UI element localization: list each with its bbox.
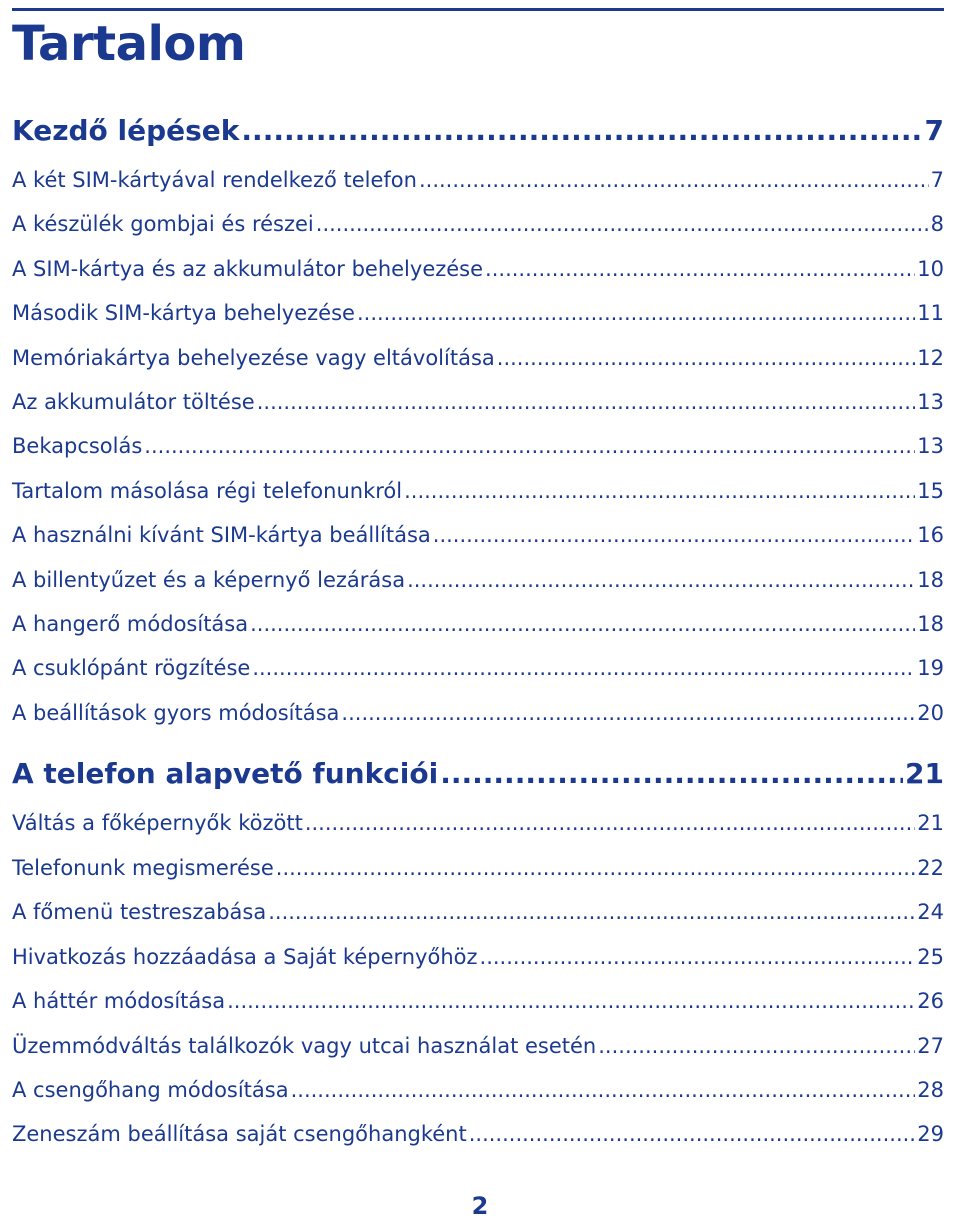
dot-leader [241,113,922,149]
toc-entry-label: A főmenü testreszabása [12,900,267,924]
dot-leader [250,609,915,639]
dot-leader [144,431,915,461]
toc-entry[interactable] [12,431,944,461]
dot-leader [497,343,916,373]
toc-entry[interactable] [12,897,944,927]
dot-leader [276,853,916,883]
toc-entry-label: A háttér módosítása [12,989,226,1013]
toc-entry-page: 28 [917,1078,944,1102]
toc-entry[interactable] [12,209,944,239]
toc-entry-label: A csengőhang módosítása [12,1078,289,1102]
toc-entry-page: 19 [917,656,944,680]
dot-leader [268,897,915,927]
toc-entry-page: 11 [917,301,944,325]
toc-entry-page: 27 [917,1034,944,1058]
toc-entry-label: A használni kívánt SIM-kártya beállítása [12,523,431,547]
toc-entry-label: A készülék gombjai és részei [12,212,314,236]
toc-entry-page: 13 [917,390,944,414]
toc-entry-label: Telefonunk megismerése [12,856,274,880]
toc-entry[interactable] [12,343,944,373]
dot-leader [407,565,915,595]
dot-leader [357,298,915,328]
toc-entry[interactable] [12,853,944,883]
toc-entry-label: Második SIM-kártya behelyezése [12,301,355,325]
toc-entry-label: Memóriakártya behelyezése vagy eltávolítása [12,346,495,370]
page-number: 2 [471,1192,489,1220]
toc-section-label: Kezdő lépések [12,114,240,147]
toc-entry-page: 18 [917,612,944,636]
dot-leader [305,808,915,838]
dot-leader [227,986,915,1016]
toc-entry-label: Üzemmódváltás találkozók vagy utcai használat esetén [12,1034,597,1058]
toc-entry[interactable] [12,565,944,595]
toc-entry[interactable] [12,942,944,972]
toc-entry[interactable] [12,520,944,550]
toc-section-page: 7 [924,114,944,147]
toc-entry-page: 22 [917,856,944,880]
dot-leader [485,254,915,284]
toc-entry-label: Az akkumulátor töltése [12,390,255,414]
dot-leader [341,698,915,728]
toc-entry-label: A hangerő módosítása [12,612,249,636]
toc-entry-page: 13 [917,434,944,458]
toc-entry-label: A csuklópánt rögzítése [12,656,251,680]
toc-section[interactable] [12,756,944,792]
dot-leader [316,209,929,239]
toc-entry-label: A két SIM-kártyával rendelkező telefon [12,168,417,192]
toc-entry-page: 18 [917,568,944,592]
dot-leader [419,165,929,195]
dot-leader [433,520,915,550]
toc-entry-page: 20 [917,701,944,725]
toc-entry[interactable] [12,387,944,417]
toc-entry-label: A beállítások gyors módosítása [12,701,340,725]
toc-entry[interactable] [12,254,944,284]
toc-entry-page: 16 [917,523,944,547]
toc-entry-label: Hivatkozás hozzáadása a Saját képernyőhöz [12,945,478,969]
toc-entry-label: Zeneszám beállítása saját csengőhangként [12,1122,467,1146]
dot-leader [469,1119,916,1149]
toc-entry-page: 24 [917,900,944,924]
top-rule [12,8,944,11]
toc-entry-label: Tartalom másolása régi telefonunkról [12,479,403,503]
dot-leader [257,387,916,417]
toc-entry[interactable] [12,165,944,195]
toc-entry-page: 21 [917,811,944,835]
toc-entry-page: 7 [930,168,944,192]
toc-entry-page: 12 [917,346,944,370]
toc-entry[interactable] [12,808,944,838]
toc-entry-label: A billentyűzet és a képernyő lezárása [12,568,406,592]
toc-entry-page: 25 [917,945,944,969]
dot-leader [440,756,903,792]
toc-entry[interactable] [12,986,944,1016]
toc-entry[interactable] [12,298,944,328]
toc-section-page: 21 [905,757,944,790]
toc-entry-page: 26 [917,989,944,1013]
dot-leader [252,653,915,683]
toc-entry-page: 8 [930,212,944,236]
toc-entry[interactable] [12,609,944,639]
toc-entry[interactable] [12,698,944,728]
toc-entry[interactable] [12,653,944,683]
toc-entry[interactable] [12,1119,944,1149]
toc-section-label: A telefon alapvető funkciói [12,757,439,790]
dot-leader [480,942,916,972]
toc-entry[interactable] [12,1075,944,1105]
toc-entry[interactable] [12,476,944,506]
toc-section[interactable] [12,113,944,149]
toc-entry-label: Bekapcsolás [12,434,143,458]
toc-entry-label: A SIM-kártya és az akkumulátor behelyezése [12,257,484,281]
dot-leader [291,1075,916,1105]
toc-entry[interactable] [12,1031,944,1061]
toc-entry-page: 29 [917,1122,944,1146]
toc-entry-label: Váltás a főképernyők között [12,811,303,835]
toc-entry-page: 15 [917,479,944,503]
toc-entry-page: 10 [917,257,944,281]
dot-leader [404,476,915,506]
dot-leader [598,1031,915,1061]
page-title: Tartalom [12,16,246,72]
